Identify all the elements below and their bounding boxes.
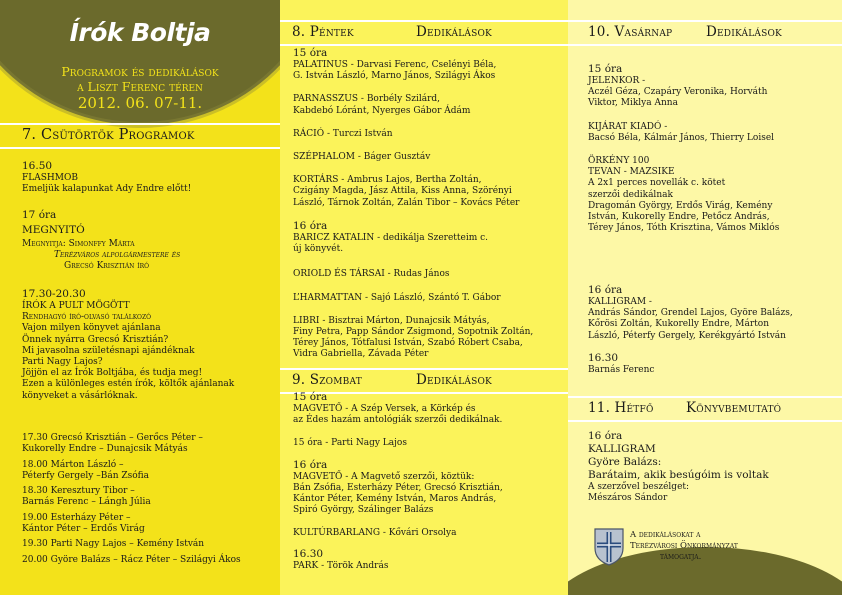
friday-15-block: 15 óra PALATINUS - Darvasi Ferenc, Cselényi Béla, G. István László, Marno János, Szilágyi Ákos PARNASSZUS - Borbély Szilárd, Kabdebó Lóránt, Nyerges Gábor Ádám RÁCIÓ - Turczi István SZÉPHALOM - Báger Gusztáv KORTÁRS - Ambrus Lajos, Bertha Zoltán, Czigány Magda, Jász Attila, Kiss Anna, Szörényi László, Tárnok Zoltán, Zalán Tibor – Kovács Péter [293,47,520,208]
list-item: Péterfy Gergely –Bán Zsófia [22,470,150,481]
friday-16-block: 16 óra BARICZ KATALIN - dedikálja Szeretteim c. új könyvét. ORIOLD ÉS TÁRSAI - Rudas János L’HARMATTAN - Sajó László, Szántó T. Gábor LIBRI - Bisztrai Márton, Dunajcsik Mátyás, Finy Petra, Papp Sándor Zsigmond, Sopotnik Zoltán, Térey János, Tótfalusi István, Szabó Róbert Csaba, Vidra Gabriella, Závada Péter [293,220,534,360]
column-thursday [0,0,280,595]
monday-block: 16 óra KALLIGRAM Györe Balázs: Barátaim, akik besúgóim is voltak A szerzővel beszélget: Mészáros Sándor [588,430,769,504]
logo: Írók Boltja [69,18,211,47]
section-header-friday: 8. Péntek Dedikálások [280,20,568,46]
section-header-monday: 11. Hétfő Könyvbemutató [568,396,842,422]
list-item: 19.00 Esterházy Péter – [22,512,131,523]
section-header-thursday: 7. Csütörtök Programok [0,123,280,149]
column-friday-saturday [280,0,568,595]
list-item: Barnás Ferenc – Lángh Júlia [22,497,151,508]
flashmob-block: 16.50 FLASHMOB Emeljük kalapunkat Ady Endre előtt! [22,160,192,195]
list-item: 20.00 Györe Balázs – Rácz Péter – Szilágyi Ákos [22,554,241,565]
section-header-sunday: 10. Vasárnap Dedikálások [568,20,842,46]
header-dates: 2012. 06. 07-11. [77,94,203,112]
sponsor-text: A dedikálásokat a Terézvárosi Önkormányzat támogatja. [630,530,738,562]
header-line-1: Programok és dedikálások [61,64,219,79]
list-item: 17.30 Grecsó Krisztián – Gerőcs Péter – [22,433,203,443]
section-header-saturday: 9. Szombat Dedikálások [280,368,568,394]
schedule-list [22,433,241,566]
column-sunday-monday [568,0,842,595]
header-line-2: a Liszt Ferenc téren [77,79,203,94]
saturday-block: 15 óra MAGVETŐ - A Szép Versek, a Körkép és az Édes hazám antológiák szerzői dedikálnak. 15 óra - Parti Nagy Lajos 16 óra MAGVETŐ - A Magvető szerzői, köztük: Bán Zsófia, Esterházy Péter, Grecsó Krisztián, Kántor Péter, Kemény István, Maros András, Spiró György, Szálinger Balázs KULTÚRBARLANG - Kővári Orsolya 16.30 PARK - Török András [293,391,503,571]
opening-block: 17 óra MEGNYITÓ Megnyitja: Simonffy Márta Terézváros alpolgármestere és Grecsó Krisztián író [22,209,181,272]
list-item: Kántor Péter – Erdős Virág [22,524,145,535]
terezvaros-coat-of-arms-icon [594,528,624,566]
sunday-16-block: 16 óra KALLIGRAM - András Sándor, Grendel Lajos, Györe Balázs, Kőrösi Zoltán, Kukorelly Endre, Márton László, Péterfy Gergely, Kerékgyártó István 16.30 Barnás Ferenc [588,284,793,375]
list-item: 18.00 Márton László – [22,459,124,470]
sunday-15-block: 15 óra JELENKOR - Aczél Géza, Czapáry Veronika, Horváth Viktor, Miklya Anna KIJÁRAT KIADÓ - Bacsó Béla, Kálmár János, Thierry Loisel ÖRKÉNY 100 TEVAN - MAZSIKE A 2x1 perces novellák c. kötet szerzői dedikálnak Dragomán György, Erdős Virág, Kemény István, Kukorelly Endre, Petőcz András, Térey János, Tóth Krisztina, Vámos Miklós [588,63,780,234]
list-item: 19.30 Parti Nagy Lajos – Kemény István [22,539,205,550]
list-item: Kukorelly Endre – Dunajcsik Mátyás [22,444,188,455]
list-item: 18.30 Keresztury Tibor – [22,486,135,497]
writers-behind-counter-block: 17.30-20.30 ÍRÓK A PULT MÖGÖTT Rendhagyó író-olvasó találkozó Vajon milyen könyvet ajánlana Önnek nyárra Grecsó Krisztián? Mi javasolna születésnapi ajándéknak Parti Nagy Lajos? Jöjjön el az Írók Boltjába, és tudja meg! Ezen a különleges estén írók, költők ajánlanak könyveket a vásárlóknak. [22,288,235,401]
